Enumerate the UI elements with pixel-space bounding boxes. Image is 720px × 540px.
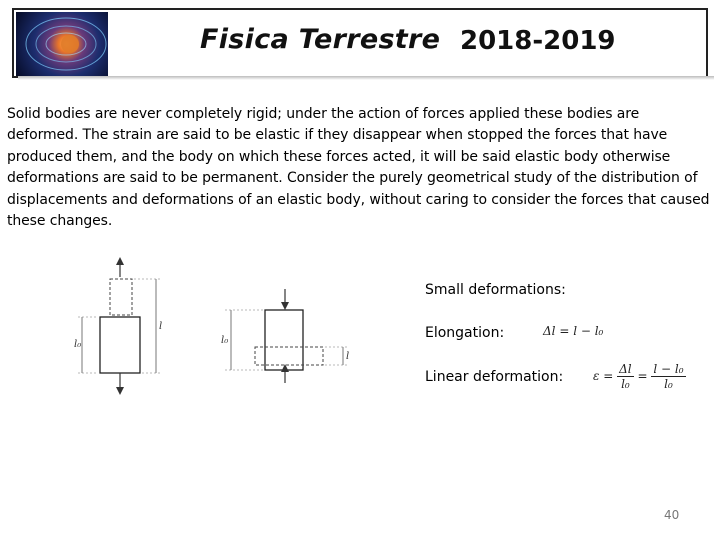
intro-paragraph: Solid bodies are never completely rigid; under the action of forces applied these bodies are deformed. The strain are said to be elastic if they disappear when stopped the forces that have produced them, and the body on which these forces acted, it will be said elastic body otherwise deformations are said to be permanent. Consider the purely geometrical study of the distribution of displacements and deformations of an elastic body, without caring to consider the forces that caused these changes.	[7, 106, 710, 230]
elongation-formula: Δl = l − l₀	[543, 324, 604, 338]
strain-frac2-den: l₀	[664, 377, 673, 391]
strain-fraction-1	[617, 362, 634, 391]
linear-deformation-label: Linear deformation:	[425, 369, 564, 385]
strain-fraction-2	[651, 362, 685, 391]
header-banner	[12, 8, 708, 78]
academic-year: 2018-2019	[460, 26, 616, 56]
small-deformations-heading: Small deformations:	[425, 282, 566, 298]
strain-frac1-den: l₀	[621, 377, 630, 391]
compression-l0-label: l₀	[221, 335, 229, 346]
course-title: Fisica Terrestre	[200, 24, 441, 55]
compression-l-label: l	[346, 351, 350, 362]
strain-lhs: ε =	[593, 369, 614, 383]
elongation-label: Elongation:	[425, 325, 505, 341]
earth-magnetosphere-logo	[16, 12, 108, 76]
strain-equals: =	[637, 369, 648, 383]
tension-l0-label: l₀	[74, 339, 82, 350]
tension-figure-drawing	[78, 257, 163, 395]
compression-figure	[215, 285, 375, 385]
compression-figure-drawing	[225, 289, 349, 383]
tension-figure	[70, 255, 180, 400]
banner-shadow	[18, 76, 714, 80]
linear-deformation-formula	[593, 362, 686, 391]
tension-l-label: l	[159, 321, 163, 332]
strain-frac1-num: Δl	[619, 362, 632, 376]
strain-frac2-num: l − l₀	[653, 362, 684, 376]
page-number: 40	[664, 508, 680, 522]
